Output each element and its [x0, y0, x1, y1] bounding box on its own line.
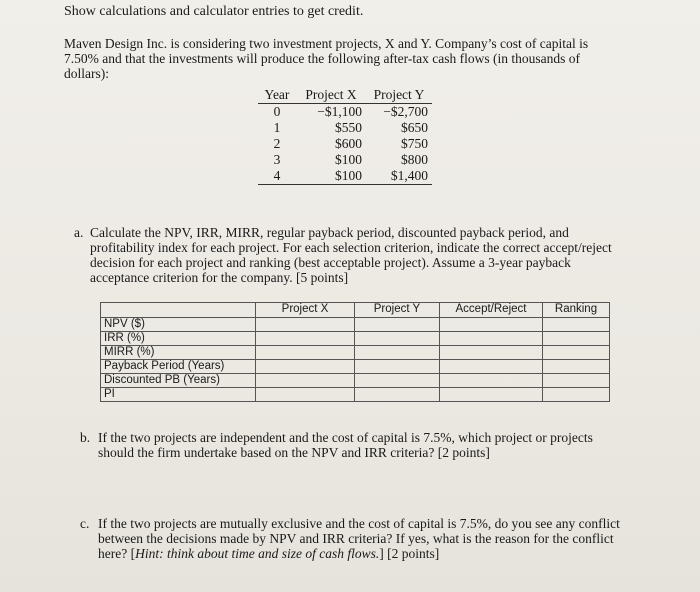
grid-cell[interactable] [543, 360, 610, 374]
cf-project-x: $550 [335, 120, 362, 135]
grid-cell[interactable] [256, 332, 355, 346]
grid-row [101, 346, 610, 360]
question-c-text [98, 516, 620, 561]
grid-cell[interactable] [355, 360, 440, 374]
question-b [80, 430, 620, 460]
question-b-label: b. [80, 430, 91, 445]
grid-header-ranking: Ranking [543, 303, 610, 318]
grid-cell[interactable] [440, 346, 543, 360]
cf-header-project-x: Project X [296, 87, 366, 104]
grid-cell[interactable] [355, 374, 440, 388]
cf-header-year: Year [258, 87, 296, 104]
question-a-label: a. [74, 225, 84, 240]
grid-cell[interactable] [355, 346, 440, 360]
grid-cell[interactable] [256, 318, 355, 332]
question-b-text: If the two projects are independent and the cost of capital is 7.5%, which project or projects should the firm undertake based on the NPV and IRR criteria? [2 points] [98, 430, 593, 460]
cf-row [258, 120, 432, 136]
grid-row-label: NPV ($) [101, 318, 256, 332]
grid-row-label: Payback Period (Years) [101, 360, 256, 374]
cf-year: 0 [273, 104, 281, 119]
cf-row [258, 152, 432, 168]
cf-project-x: $100 [335, 152, 362, 167]
grid-cell[interactable] [256, 360, 355, 374]
question-c-points: ] [2 points] [379, 546, 440, 561]
grid-header-project-x: Project X [256, 303, 355, 318]
grid-row [101, 374, 610, 388]
grid-cell[interactable] [256, 346, 355, 360]
cf-row [258, 168, 432, 185]
grid-cell[interactable] [440, 332, 543, 346]
grid-row [101, 388, 610, 402]
grid-row-label: Discounted PB (Years) [101, 374, 256, 388]
grid-row [101, 318, 610, 332]
grid-row-label: MIRR (%) [101, 346, 256, 360]
grid-cell[interactable] [440, 360, 543, 374]
question-c-main: If the two projects are mutually exclusive and the cost of capital is 7.5%, do you see any conflict between the decisions made by NPV and IRR criteria? If yes, what is the reason for the conflict here? [ [98, 516, 620, 561]
grid-cell[interactable] [543, 388, 610, 402]
question-a-text: Calculate the NPV, IRR, MIRR, regular payback period, discounted payback period, and profitability index for each project. For each selection criterion, indicate the correct accept/reject decision for each project and ranking (best acceptable project). Assume a 3-year payback acceptance criterion for the company. [5 points] [90, 225, 612, 285]
cf-project-y: $1,400 [366, 168, 432, 185]
grid-cell[interactable] [256, 388, 355, 402]
cf-year: 2 [273, 136, 281, 151]
grid-header-accept-reject: Accept/Reject [440, 303, 543, 318]
grid-row-label: PI [101, 388, 256, 402]
answer-grid [100, 302, 610, 402]
grid-cell[interactable] [543, 346, 610, 360]
cf-header-project-y: Project Y [366, 87, 432, 104]
grid-cell[interactable] [440, 374, 543, 388]
grid-header-blank [101, 303, 256, 318]
question-c-label: c. [80, 516, 90, 531]
grid-header-project-y: Project Y [355, 303, 440, 318]
grid-row-label: IRR (%) [101, 332, 256, 346]
grid-cell[interactable] [355, 318, 440, 332]
cf-project-x: −$1,100 [317, 104, 362, 119]
cf-project-y: −$2,700 [383, 104, 428, 119]
cf-year: 4 [258, 168, 296, 185]
cf-year: 1 [273, 120, 281, 135]
question-a [74, 225, 624, 285]
grid-row [101, 360, 610, 374]
grid-cell[interactable] [543, 318, 610, 332]
grid-row [101, 332, 610, 346]
cf-project-x: $600 [335, 136, 362, 151]
grid-cell[interactable] [543, 332, 610, 346]
grid-cell[interactable] [440, 388, 543, 402]
cf-row [258, 104, 432, 121]
instructions-header: Show calculations and calculator entries to get credit. [64, 4, 364, 19]
cf-project-x: $100 [296, 168, 366, 185]
cf-row [258, 136, 432, 152]
cf-year: 3 [273, 152, 281, 167]
grid-cell[interactable] [355, 332, 440, 346]
cf-project-y: $650 [401, 120, 428, 135]
cf-project-y: $750 [401, 136, 428, 151]
problem-intro: Maven Design Inc. is considering two investment projects, X and Y. Company’s cost of capital is 7.50% and that the investments will produce the following after-tax cash flows (in thousands of dollars): [64, 36, 589, 81]
grid-cell[interactable] [440, 318, 543, 332]
grid-cell[interactable] [256, 374, 355, 388]
cf-project-y: $800 [401, 152, 428, 167]
grid-cell[interactable] [355, 388, 440, 402]
cash-flow-table [258, 87, 432, 185]
question-c-hint: Hint: think about time and size of cash flows. [135, 546, 380, 561]
grid-cell[interactable] [543, 374, 610, 388]
question-c [80, 516, 620, 561]
